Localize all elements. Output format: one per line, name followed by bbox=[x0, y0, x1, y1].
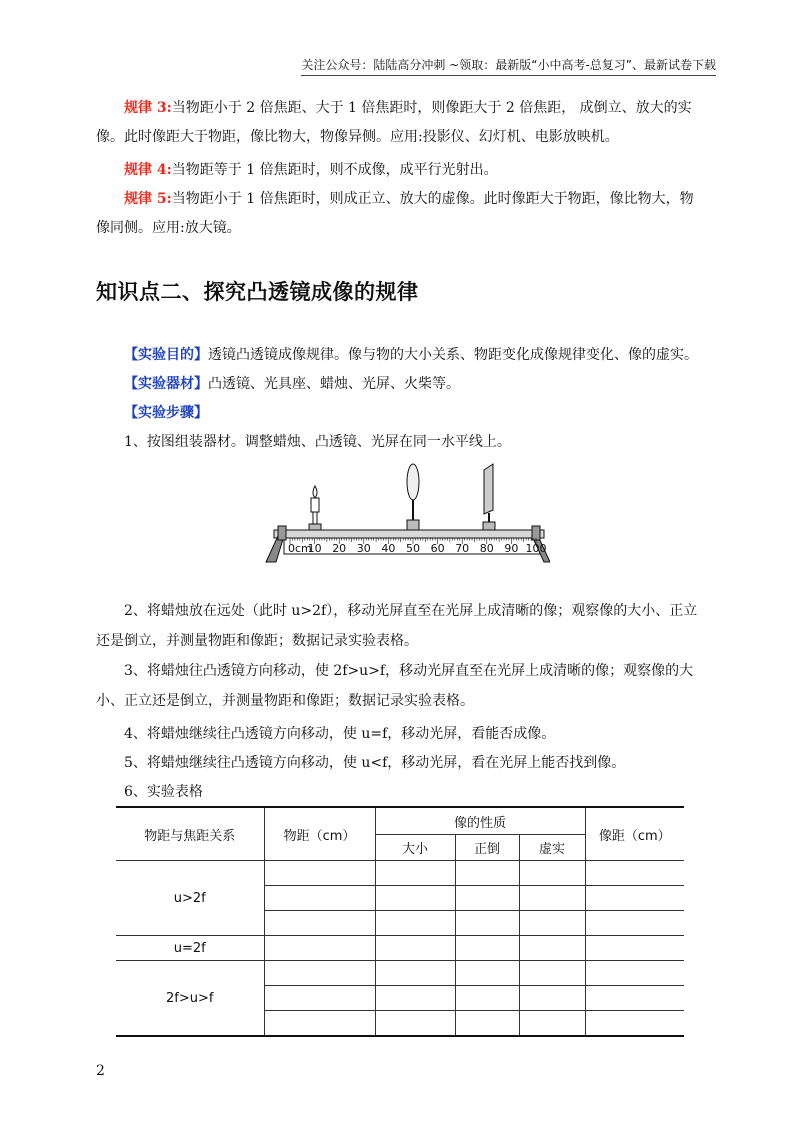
step-2 bbox=[96, 596, 706, 656]
scale-label: 60 bbox=[430, 542, 445, 555]
table-cell bbox=[585, 861, 684, 886]
table-cell bbox=[585, 986, 684, 1011]
header-image-distance: 像距（cm） bbox=[585, 807, 684, 861]
table-cell bbox=[585, 936, 684, 961]
equipment-label: 【实验器材】 bbox=[124, 376, 208, 392]
table-row bbox=[116, 861, 684, 886]
table-cell bbox=[519, 986, 585, 1011]
rule-4 bbox=[96, 156, 700, 185]
table-cell bbox=[519, 936, 585, 961]
scale-label: 90 bbox=[504, 542, 519, 555]
scale-label: 100 bbox=[525, 542, 547, 555]
scale-label: 40 bbox=[381, 542, 396, 555]
rule-4-text: 当物距等于 1 倍焦距时，则不成像，成平行光射出。 bbox=[171, 162, 498, 178]
row-label-2f-gt-u-gt-f: 2f>u>f bbox=[116, 961, 264, 1037]
table-cell bbox=[375, 861, 455, 886]
candle-icon bbox=[309, 486, 321, 530]
table-cell bbox=[264, 886, 375, 911]
table-cell bbox=[519, 1011, 585, 1037]
table-cell bbox=[264, 936, 375, 961]
table-cell bbox=[455, 986, 519, 1011]
optical-bench-figure bbox=[260, 458, 550, 570]
table-cell bbox=[264, 911, 375, 936]
rule-3-text: 当物距小于 2 倍焦距、大于 1 倍焦距时，则像距大于 2 倍焦距， 成倒立、放大的实像。此时像距大于物距，像比物大，物像异侧。应用:投影仪、幻灯机、电影放映机。 bbox=[96, 100, 692, 145]
table-cell bbox=[455, 961, 519, 986]
table-cell bbox=[519, 961, 585, 986]
equipment-text: 凸透镜、光具座、蜡烛、光屏、火柴等。 bbox=[208, 376, 460, 392]
scale-label: 50 bbox=[406, 542, 420, 555]
experiment-equipment bbox=[124, 373, 460, 393]
table-cell bbox=[519, 911, 585, 936]
table-cell bbox=[455, 861, 519, 886]
table-cell bbox=[455, 1011, 519, 1037]
rule-3-label: 规律 3: bbox=[124, 100, 172, 116]
page-number: 2 bbox=[96, 1063, 105, 1079]
table-cell bbox=[375, 1011, 455, 1037]
scale-label: 30 bbox=[356, 542, 371, 555]
table-cell bbox=[375, 986, 455, 1011]
step-6: 6、实验表格 bbox=[124, 784, 203, 800]
header-image-nature: 像的性质 bbox=[375, 807, 585, 835]
scale-label: 80 bbox=[479, 542, 494, 555]
table-cell bbox=[585, 911, 684, 936]
table-cell bbox=[375, 936, 455, 961]
convex-lens-icon bbox=[407, 464, 419, 530]
table-cell bbox=[455, 911, 519, 936]
scale-label: 10 bbox=[307, 542, 322, 555]
step-3 bbox=[96, 656, 706, 716]
step-3-text: 3、将蜡烛往凸透镜方向移动，使 2f>u>f，移动光屏直至在光屏上成清晰的像；观察像的大小、正立还是倒立，并测量物距和像距；数据记录实验表格。 bbox=[96, 663, 694, 709]
light-screen-icon bbox=[483, 464, 495, 530]
experiment-table bbox=[116, 806, 684, 1037]
purpose-text: 透镜凸透镜成像规律。像与物的大小关系、物距变化成像规律变化、像的虚实。 bbox=[208, 347, 698, 363]
header-real-virtual: 虚实 bbox=[519, 835, 585, 861]
step-5: 5、将蜡烛继续往凸透镜方向移动，使 u<f，移动光屏，看在光屏上能否找到像。 bbox=[124, 755, 626, 771]
experiment-steps-heading bbox=[124, 402, 208, 422]
step-1: 1、按图组装器材。调整蜡烛、凸透镜、光屏在同一水平线上。 bbox=[124, 434, 511, 450]
steps-label: 【实验步骤】 bbox=[124, 405, 208, 421]
rule-3 bbox=[96, 94, 700, 152]
table-cell bbox=[585, 1011, 684, 1037]
step-2-text: 2、将蜡烛放在远处（此时 u>2f），移动光屏直至在光屏上成清晰的像；观察像的大小、正立还是倒立，并测量物距和像距；数据记录实验表格。 bbox=[96, 603, 698, 649]
table-cell bbox=[264, 1011, 375, 1037]
header-relation: 物距与焦距关系 bbox=[116, 807, 264, 861]
step-4: 4、将蜡烛继续往凸透镜方向移动，使 u=f，移动光屏，看能否成像。 bbox=[124, 726, 556, 742]
table-cell bbox=[455, 886, 519, 911]
section-title: 知识点二、探究凸透镜成像的规律 bbox=[96, 280, 419, 304]
table-cell bbox=[455, 936, 519, 961]
rule-5 bbox=[96, 185, 700, 243]
table-cell bbox=[264, 961, 375, 986]
table-cell bbox=[519, 886, 585, 911]
header-orientation: 正倒 bbox=[455, 835, 519, 861]
rule-5-text: 当物距小于 1 倍焦距时，则成正立、放大的虚像。此时像距大于物距，像比物大，物像同侧。应用:放大镜。 bbox=[96, 191, 694, 236]
table-cell bbox=[585, 961, 684, 986]
table-cell bbox=[264, 861, 375, 886]
header-note: 关注公众号：陆陆高分冲刺 ~领取：最新版“小中高考-总复习”、最新试卷下载 bbox=[301, 56, 716, 76]
table-row bbox=[116, 961, 684, 986]
rule-5-label: 规律 5: bbox=[124, 191, 172, 207]
purpose-label: 【实验目的】 bbox=[124, 347, 208, 363]
table-cell bbox=[375, 961, 455, 986]
rule-4-label: 规律 4: bbox=[124, 162, 172, 178]
scale-label: 70 bbox=[455, 542, 470, 555]
table-row bbox=[116, 936, 684, 961]
header-size: 大小 bbox=[375, 835, 455, 861]
header-object-distance: 物距（cm） bbox=[264, 807, 375, 861]
table-cell bbox=[519, 861, 585, 886]
table-cell bbox=[264, 986, 375, 1011]
table-cell bbox=[375, 886, 455, 911]
row-label-u-eq-2f: u=2f bbox=[116, 936, 264, 961]
table-cell bbox=[585, 886, 684, 911]
scale-label: 20 bbox=[332, 542, 347, 555]
scale-label: 0cm bbox=[288, 542, 312, 555]
row-label-u-gt-2f: u>2f bbox=[116, 861, 264, 936]
table-cell bbox=[375, 911, 455, 936]
experiment-purpose bbox=[124, 344, 698, 364]
